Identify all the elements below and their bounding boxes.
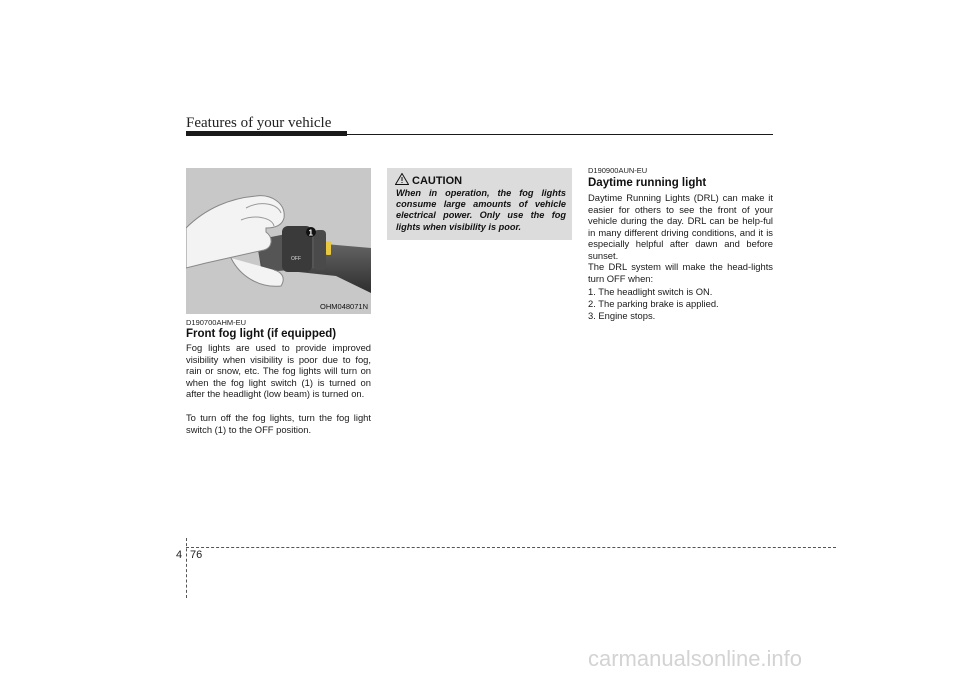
watermark: carmanualsonline.info (588, 646, 803, 671)
page-header-title: Features of your vehicle (186, 115, 332, 131)
drl-condition-item: 3. Engine stops. (588, 310, 656, 321)
header-rule (347, 134, 773, 135)
drl-section-code: D190900AUN-EU (588, 166, 648, 175)
caution-box (387, 168, 572, 240)
fog-section-paragraph-2: To turn off the fog lights, turn the fog light switch (1) to the OFF position. (186, 412, 371, 435)
callout-number: 1 (308, 228, 313, 238)
drl-section-title: Daytime running light (588, 177, 707, 189)
fog-section-code: D190700AHM-EU (186, 318, 247, 327)
header-rule-accent (186, 131, 347, 136)
footer-divider (186, 538, 187, 598)
figure-caption: OHM048071N (320, 302, 368, 311)
drl-condition-item: 2. The parking brake is applied. (588, 298, 719, 309)
chapter-number: 4 (176, 549, 183, 561)
caution-title: CAUTION (412, 175, 463, 187)
footer-rule (186, 547, 836, 548)
warning-triangle-icon (395, 173, 409, 185)
page-number: 76 (190, 549, 203, 561)
fog-light-switch-illustration (186, 168, 371, 314)
drl-condition-item: 1. The headlight switch is ON. (588, 286, 713, 297)
drl-section-paragraph-1: Daytime Running Lights (DRL) can make it easier for others to see the front of your vehicle during the day. DRL can be help-ful in many different driving conditions, and it is especially helpful after dawn and before sunset. (588, 192, 773, 261)
fog-section-paragraph-1: Fog lights are used to provide improved visibility when visibility is poor due to fog, rain or snow, etc. The fog lights will turn on when the fog light switch (1) is turned on after the headlight (low beam) is turned on. (186, 342, 371, 400)
hand-on-stalk-drawing (186, 168, 371, 314)
fog-section-title: Front fog light (if equipped) (186, 328, 337, 340)
switch-off-label: OFF (291, 256, 301, 262)
caution-text: When in operation, the fog lights consume large amounts of vehicle electrical power. Only use the fog lights when visibility is poor. (396, 188, 566, 232)
drl-section-paragraph-2: The DRL system will make the head-lights turn OFF when: (588, 261, 773, 284)
